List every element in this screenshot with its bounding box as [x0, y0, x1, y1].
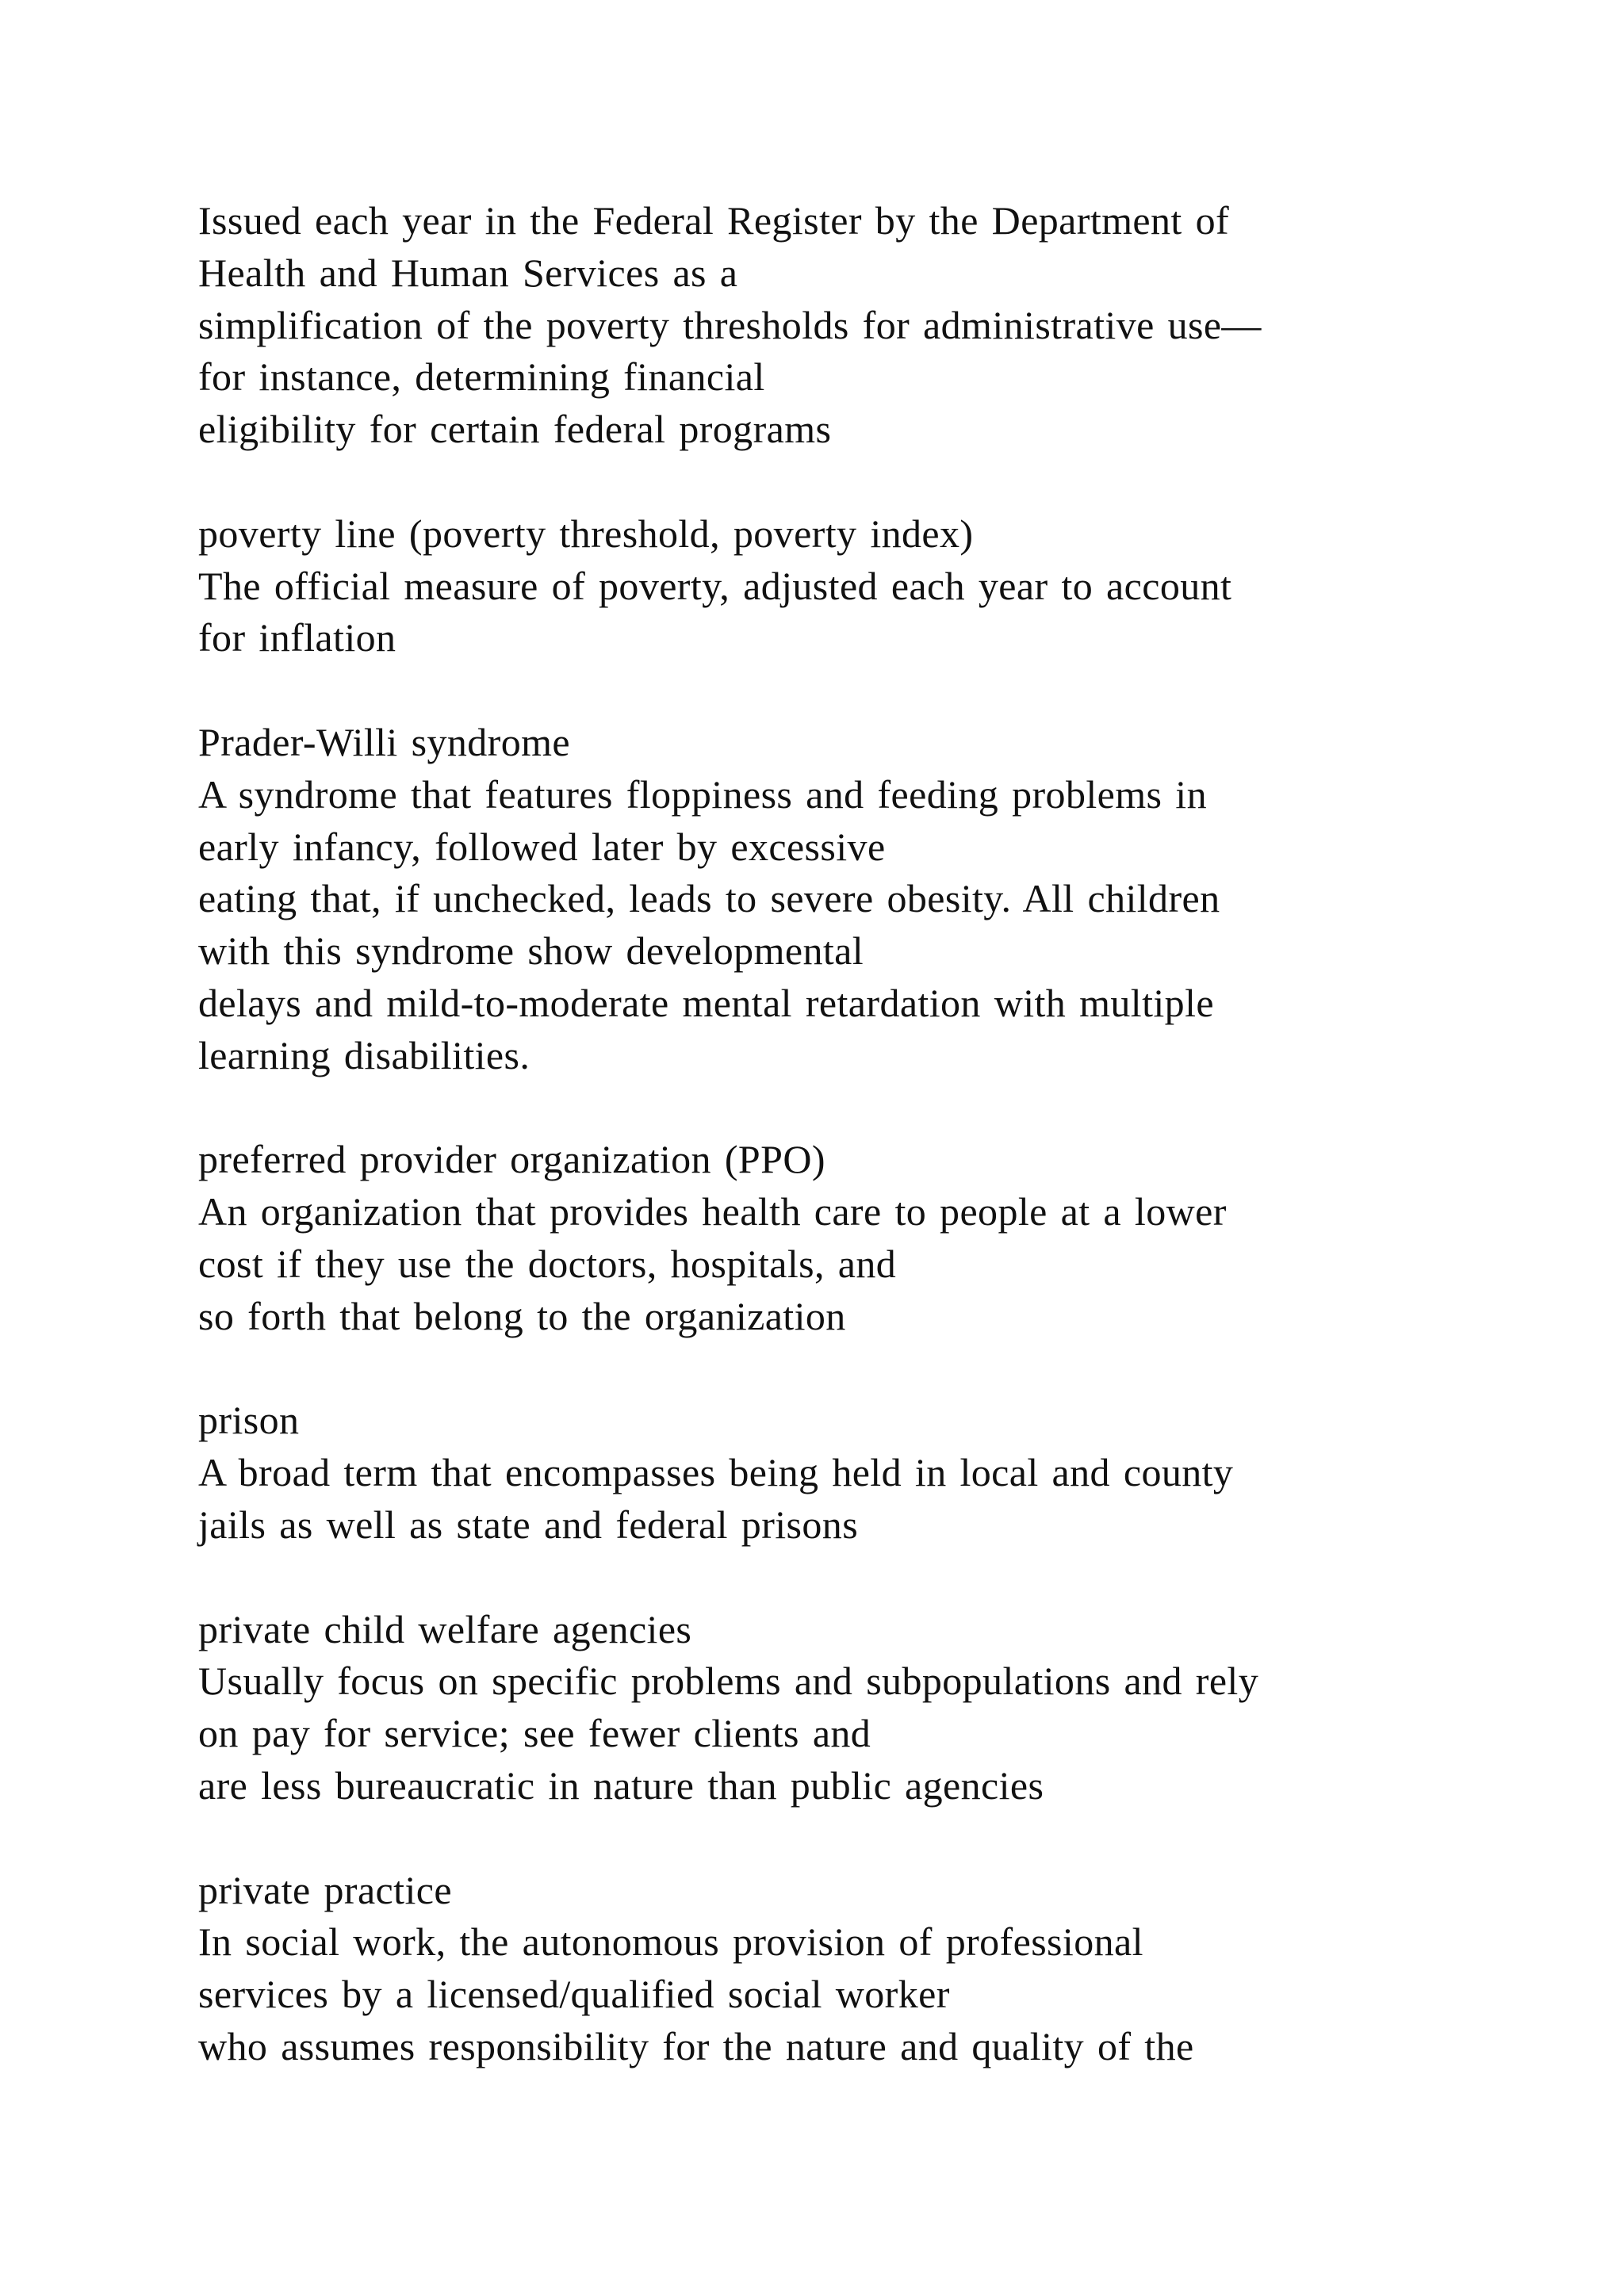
blank-line: [198, 1552, 1499, 1604]
text-line: eligibility for certain federal programs: [198, 407, 832, 452]
text-line: early infancy, followed later by excessive: [198, 824, 886, 869]
text-line: for inflation: [198, 615, 396, 660]
text-line: cost if they use the doctors, hospitals, and: [198, 1241, 897, 1286]
text-line: learning disabilities.: [198, 1032, 530, 1077]
text-line: services by a licensed/qualified social worker: [198, 1972, 950, 2017]
text-line: eating that, if unchecked, leads to severe obesity. All children: [198, 876, 1220, 921]
text-line: are less bureaucratic in nature than public agencies: [198, 1762, 1044, 1808]
text-line: with this syndrome show developmental: [198, 928, 864, 974]
text-line: An organization that provides health care to people at a lower: [198, 1189, 1227, 1234]
text-line: delays and mild-to-moderate mental retardation with multiple: [198, 980, 1214, 1025]
glossary-term: prison: [198, 1398, 300, 1443]
blank-line: [198, 664, 1499, 717]
glossary-text: [198, 195, 1499, 2073]
blank-line: [198, 456, 1499, 508]
text-line: In social work, the autonomous provision of professional: [198, 1919, 1143, 1965]
glossary-term: private practice: [198, 1867, 452, 1912]
blank-line: [198, 1812, 1499, 1865]
text-line: who assumes responsibility for the nature and quality of the: [198, 2023, 1194, 2068]
text-line: for instance, determining financial: [198, 354, 765, 400]
text-line: A broad term that encompasses being held in local and county: [198, 1450, 1234, 1495]
text-line: Issued each year in the Federal Register by the Department of: [198, 198, 1230, 243]
text-line: so forth that belong to the organization: [198, 1293, 846, 1338]
text-line: Health and Human Services as a: [198, 250, 738, 295]
text-line: A syndrome that features floppiness and feeding problems in: [198, 771, 1207, 817]
text-line: simplification of the poverty thresholds for administrative use—: [198, 302, 1262, 347]
glossary-term: Prader-Willi syndrome: [198, 719, 570, 764]
text-line: The official measure of poverty, adjusted each year to account: [198, 563, 1232, 608]
glossary-term: preferred provider organization (PPO): [198, 1137, 825, 1182]
blank-line: [198, 1082, 1499, 1135]
text-line: jails as well as state and federal prisons: [198, 1502, 859, 1547]
glossary-term: poverty line (poverty threshold, poverty index): [198, 511, 974, 556]
text-line: Usually focus on specific problems and subpopulations and rely: [198, 1659, 1259, 1704]
blank-line: [198, 1343, 1499, 1395]
text-line: on pay for service; see fewer clients and: [198, 1711, 871, 1756]
glossary-term: private child welfare agencies: [198, 1606, 692, 1651]
